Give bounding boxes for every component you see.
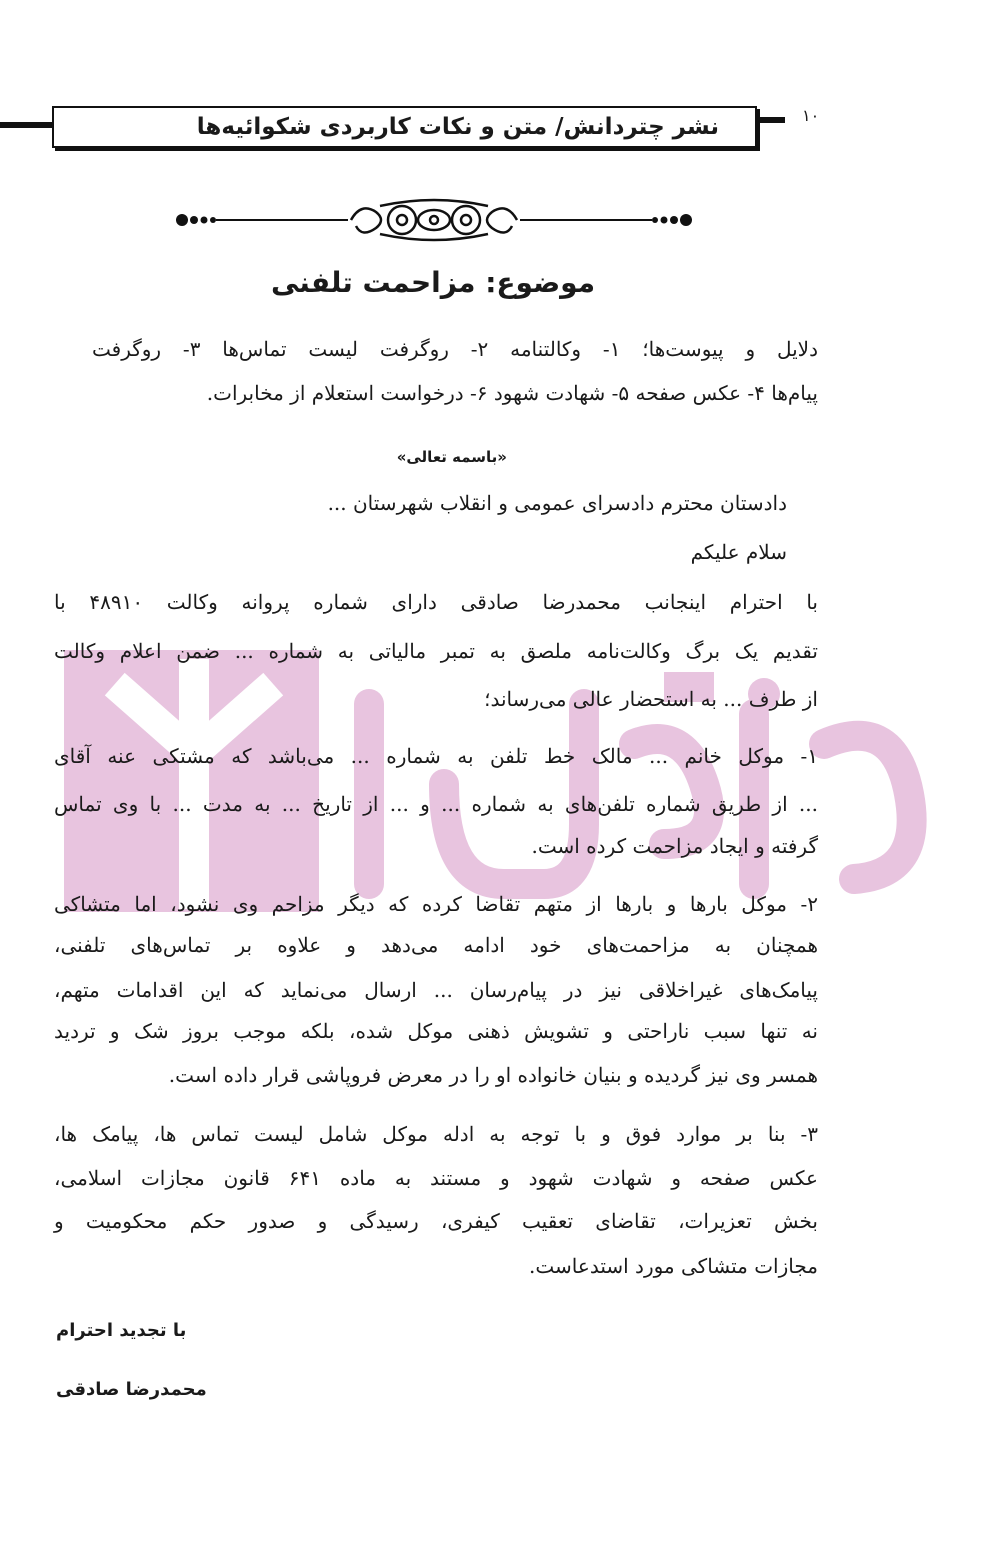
greeting: سلام علیکم bbox=[690, 540, 787, 564]
intro-line-2: تقدیم یک برگ وکالت‌نامه ملصق به تمبر مالیاتی به شماره ... ضمن اعلام وکالت bbox=[54, 639, 818, 663]
para3-line-3: بخش تعزیرات، تقاضای تعقیب کیفری، رسیدگی و صدور حکم محکومیت و bbox=[54, 1209, 818, 1233]
signature-name: محمدرضا صادقی bbox=[56, 1379, 207, 1400]
para3-line-2: عکس صفحه و شهادت شهود و مستند به ماده ۶۴۱ قانون مجازات اسلامی، bbox=[54, 1166, 818, 1190]
attachments-line-1: دلایل و پیوست‌ها؛ ۱- وکالتنامه ۲- روگرفت لیست تماس‌ها ۳- روگرفت bbox=[92, 337, 818, 361]
para3-line-1: ۳- بنا بر موارد فوق و با توجه به ادله موکل شامل لیست تماس ها، پیامک ها، bbox=[54, 1122, 818, 1146]
para2-line-2: همچنان به مزاحمت‌های خود ادامه می‌دهد و علاوه بر تماس‌های تلفنی، bbox=[54, 933, 818, 957]
para2-line-1: ۲- موکل بارها و بارها از متهم تقاضا کرده که دیگر مزاحم وی نشود، اما متشاکی bbox=[54, 892, 818, 916]
para1-line-2: ... از طریق شماره تلفن‌های به شماره ... و ... از تاریخ ... به مدت ... با وی تماس bbox=[54, 792, 818, 816]
header-rule-left bbox=[0, 122, 52, 128]
para1-line-3: گرفته و ایجاد مزاحمت کرده است. bbox=[531, 834, 818, 858]
para2-line-4: نه تنها سبب ناراحتی و تشویش ذهنی موکل شده، بلکه موجب بروز شک و تردید bbox=[54, 1019, 818, 1043]
page-number: ۱۰ bbox=[802, 106, 820, 125]
header-box bbox=[52, 106, 757, 148]
subject-title: موضوع: مزاحمت تلفنی bbox=[270, 266, 596, 299]
attachments-line-2: پیام‌ها ۴- عکس صفحه ۵- شهادت شهود ۶- درخواست استعلام از مخابرات. bbox=[206, 381, 818, 405]
intro-line-1: با احترام اینجانب محمدرضا صادقی دارای شماره پروانه وکالت ۴۸۹۱۰ با bbox=[54, 590, 818, 614]
para2-line-5: همسر وی نیز گردیده و بنیان خانواده او را در معرض فروپاشی قرار داده است. bbox=[168, 1063, 818, 1087]
addressee: دادستان محترم دادسرای عمومی و انقلاب شهرستان ... bbox=[327, 491, 787, 515]
running-header bbox=[0, 96, 992, 156]
closing-phrase: با تجدید احترام bbox=[56, 1320, 187, 1341]
header-title: نشر چتردانش/ متن و نکات کاربردی شکوائیه‌ها bbox=[196, 114, 719, 140]
header-rule-right bbox=[755, 117, 785, 123]
para3-line-4: مجازات متشاکی مورد استدعاست. bbox=[529, 1254, 818, 1278]
intro-line-3: از طرف ... به استحضار عالی می‌رساند؛ bbox=[484, 687, 818, 711]
basmala-heading: «باسمه تعالی» bbox=[396, 448, 507, 466]
ornament-divider bbox=[176, 198, 692, 246]
para2-line-3: پیامک‌های غیراخلاقی نیز در پیام‌رسان ... ارسال می‌نماید که این اقدامات متهم، bbox=[54, 978, 818, 1002]
para1-line-1: ۱- موکل خانم ... مالک خط تلفن به شماره ... می‌باشد که مشتکی عنه آقای bbox=[54, 744, 818, 768]
